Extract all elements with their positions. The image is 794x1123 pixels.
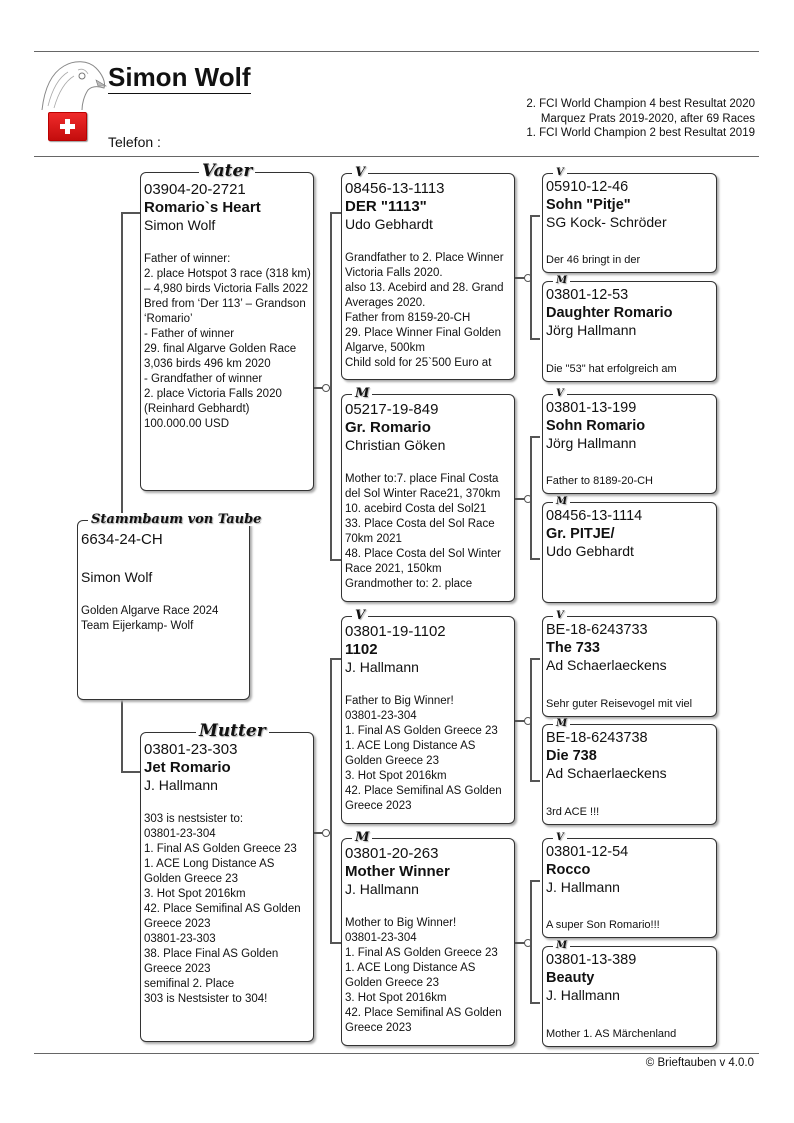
great-grandparent-card[interactable] — [542, 610, 717, 717]
notes: Der 46 bringt in der — [546, 254, 641, 266]
dam-legend: M — [352, 387, 372, 400]
award-line: Marquez Prats 2019-2020, after 69 Races — [540, 112, 755, 125]
ring-number: 03801-13-199 — [546, 400, 637, 416]
pigeon-name: Jet Romario — [144, 759, 231, 776]
owner: SG Kock- Schröder — [546, 214, 667, 230]
ring-number: 03801-19-1102 — [345, 623, 446, 640]
grandparent-card[interactable] — [341, 830, 515, 1046]
ring-number: 08456-13-1113 — [345, 180, 445, 197]
connector-line — [330, 658, 332, 943]
pigeon-name: Die 738 — [546, 748, 597, 764]
connector-knot — [322, 384, 330, 392]
owner: Christian Göken — [345, 437, 446, 453]
ring-number: 05910-12-46 — [546, 179, 629, 195]
notes: Die "53" hat erfolgreich am — [546, 363, 677, 375]
sire-legend: V — [553, 168, 567, 178]
switzerland-flag-icon — [48, 112, 87, 141]
owner: Jörg Hallmann — [546, 435, 637, 451]
pigeon-name: Sohn "Pitje" — [546, 197, 631, 213]
top-rule — [34, 51, 759, 52]
ring-number: 03801-23-303 — [144, 741, 238, 758]
dam-legend: M — [553, 276, 570, 286]
ring-number: 05217-19-849 — [345, 401, 439, 418]
ring-number: 03801-12-54 — [546, 844, 629, 860]
sire-legend: V — [553, 833, 567, 843]
subject-card[interactable] — [77, 512, 262, 700]
connector-line — [530, 215, 540, 217]
notes: 3rd ACE !!! — [546, 806, 600, 818]
owner: J. Hallmann — [345, 881, 419, 897]
pigeon-name: Beauty — [546, 970, 595, 986]
pigeon-name: The 733 — [546, 640, 600, 656]
notes: Mother 1. AS Märchenland — [546, 1028, 677, 1040]
connector-line — [530, 558, 540, 560]
pigeon-name: DER "1113" — [345, 198, 427, 215]
father-card[interactable] — [140, 161, 314, 491]
sire-legend: V — [352, 166, 368, 179]
dam-legend: M — [553, 941, 570, 951]
owner: J. Hallmann — [546, 879, 620, 895]
ring-number: BE-18-6243738 — [546, 730, 648, 746]
connector-line — [530, 658, 540, 660]
subject-legend: Stammbaum von Taube — [88, 513, 264, 526]
father-legend: Vater — [199, 163, 255, 180]
connector-line — [121, 212, 140, 214]
connector-line — [121, 212, 123, 515]
grandparent-card[interactable] — [341, 608, 515, 824]
notes: Father of winner: 2. place Hotspot 3 race (318 km) – 4,980 birds Victoria Falls 2022 Bred from ‘Der 113’ – Grandson ‘Romario’ - Father of winner 29. final Algarve Golden Race 3,036 birds 496 km 2020 - Grandfather of winner 2. place Victoria Falls 2020 (Reinhard Gebhardt) 100.000.00 USD — [144, 253, 311, 430]
connector-line — [121, 771, 140, 773]
pigeon-name: Gr. PITJE/ — [546, 526, 615, 542]
owner: Simon Wolf — [144, 217, 216, 233]
owner: Jörg Hallmann — [546, 322, 637, 338]
connector-line — [530, 880, 532, 1003]
pigeon-name: 1102 — [345, 641, 378, 658]
connector-line — [530, 338, 540, 340]
great-grandparent-card[interactable] — [542, 275, 717, 382]
connector-line — [530, 780, 540, 782]
great-grandparent-card[interactable] — [542, 388, 717, 494]
ring-number: 08456-13-1114 — [546, 508, 643, 524]
connector-line — [530, 658, 532, 781]
connector-line — [330, 212, 341, 214]
pigeon-name: Daughter Romario — [546, 305, 673, 321]
connector-line — [330, 942, 341, 944]
connector-line — [530, 215, 532, 339]
owner: J. Hallmann — [345, 659, 419, 675]
mother-legend: Mutter — [196, 723, 269, 740]
notes: Mother to Big Winner! 03801-23-304 1. Final AS Golden Greece 23 1. ACE Long Distance AS Golden Greece 23 3. Hot Spot 2016km 42. Place Semifinal AS Golden Greece 2023 — [345, 917, 502, 1034]
pigeon-name: Rocco — [546, 862, 591, 878]
ring-number: BE-18-6243733 — [546, 622, 648, 638]
sire-legend: V — [553, 611, 567, 621]
connector-line — [530, 1002, 540, 1004]
breeder-name: Simon Wolf — [108, 62, 251, 92]
pigeon-name: Gr. Romario — [345, 419, 431, 436]
dam-legend: M — [553, 497, 570, 507]
notes: 303 is nestsister to: 03801-23-304 1. Final AS Golden Greece 23 1. ACE Long Distance AS Golden Greece 23 3. Hot Spot 2016km 42. Place Semifinal AS Golden Greece 2023 03801-23-303 38. Place Final AS Golden Greece 2023 semifinal 2. Place 303 is Nestsister to 304! — [144, 813, 301, 1005]
connector-line — [530, 436, 540, 438]
notes: Father to Big Winner! 03801-23-304 1. Final AS Golden Greece 23 1. ACE Long Distance AS Golden Greece 23 3. Hot Spot 2016km 42. Place Semifinal AS Golden Greece 2023 — [345, 695, 502, 812]
notes: Mother to:7. place Final Costa del Sol Winter Race21, 370km 10. acebird Costa del Sol21 33. Place Costa del Sol Race 70km 2021 48. Place Costa del Sol Winter Race 2021, 150km Grandmother to: 2. place — [345, 473, 501, 590]
header-rule — [34, 156, 759, 157]
telefon-label: Telefon : — [108, 134, 161, 150]
owner: Udo Gebhardt — [546, 543, 634, 559]
sire-legend: V — [553, 389, 567, 399]
grandparent-card[interactable] — [341, 386, 515, 602]
ring-number: 03904-20-2721 — [144, 181, 246, 198]
pigeon-name: Sohn Romario — [546, 418, 646, 434]
connector-line — [121, 700, 123, 772]
copyright: © Brieftauben v 4.0.0 — [645, 1057, 754, 1069]
notes: Father to 8189-20-CH — [546, 475, 653, 487]
award-line: 1. FCI World Champion 2 best Resultat 2019 — [526, 127, 755, 139]
connector-line — [330, 559, 341, 561]
mother-card[interactable] — [140, 721, 314, 1042]
ring-number: 03801-12-53 — [546, 287, 629, 303]
notes: Grandfather to 2. Place Winner Victoria Falls 2020. also 13. Acebird and 28. Grand Averages 2020. Father from 8159-20-CH 29. Place Winner Final Golden Algarve, 500km Child sold for 25`500 Euro at — [345, 252, 504, 369]
connector-knot — [322, 829, 330, 837]
footer-rule — [34, 1053, 759, 1054]
notes: Sehr guter Reisevogel mit viel — [546, 698, 693, 710]
pigeon-name: Romario`s Heart — [144, 199, 261, 216]
awards-list — [526, 97, 755, 141]
pigeon-name: Mother Winner — [345, 863, 450, 880]
ring-number: 03801-20-263 — [345, 845, 439, 862]
pigeon-head-logo — [38, 56, 108, 112]
owner: J. Hallmann — [144, 777, 218, 793]
grandparent-card[interactable] — [341, 165, 515, 380]
dam-legend: M — [352, 831, 372, 844]
great-grandparent-card[interactable] — [542, 718, 717, 825]
connector-line — [330, 212, 332, 560]
owner: Udo Gebhardt — [345, 216, 433, 232]
notes: A super Son Romario!!! — [546, 919, 660, 931]
sire-legend: V — [352, 609, 368, 622]
great-grandparent-card[interactable] — [542, 940, 717, 1047]
ring-number: 6634-24-CH — [81, 531, 163, 548]
connector-line — [530, 436, 532, 559]
owner: J. Hallmann — [546, 987, 620, 1003]
dam-legend: M — [553, 719, 570, 729]
owner: Simon Wolf — [81, 569, 153, 585]
great-grandparent-card[interactable] — [542, 496, 717, 603]
great-grandparent-card[interactable] — [542, 832, 717, 938]
award-line: 2. FCI World Champion 4 best Resultat 2020 — [526, 98, 755, 110]
great-grandparent-card[interactable] — [542, 167, 717, 273]
connector-line — [530, 880, 540, 882]
ring-number: 03801-13-389 — [546, 952, 637, 968]
connector-line — [330, 658, 341, 660]
owner: Ad Schaerlaeckens — [546, 765, 667, 781]
notes: Golden Algarve Race 2024 Team Eijerkamp- Wolf — [81, 605, 219, 632]
owner: Ad Schaerlaeckens — [546, 657, 667, 673]
